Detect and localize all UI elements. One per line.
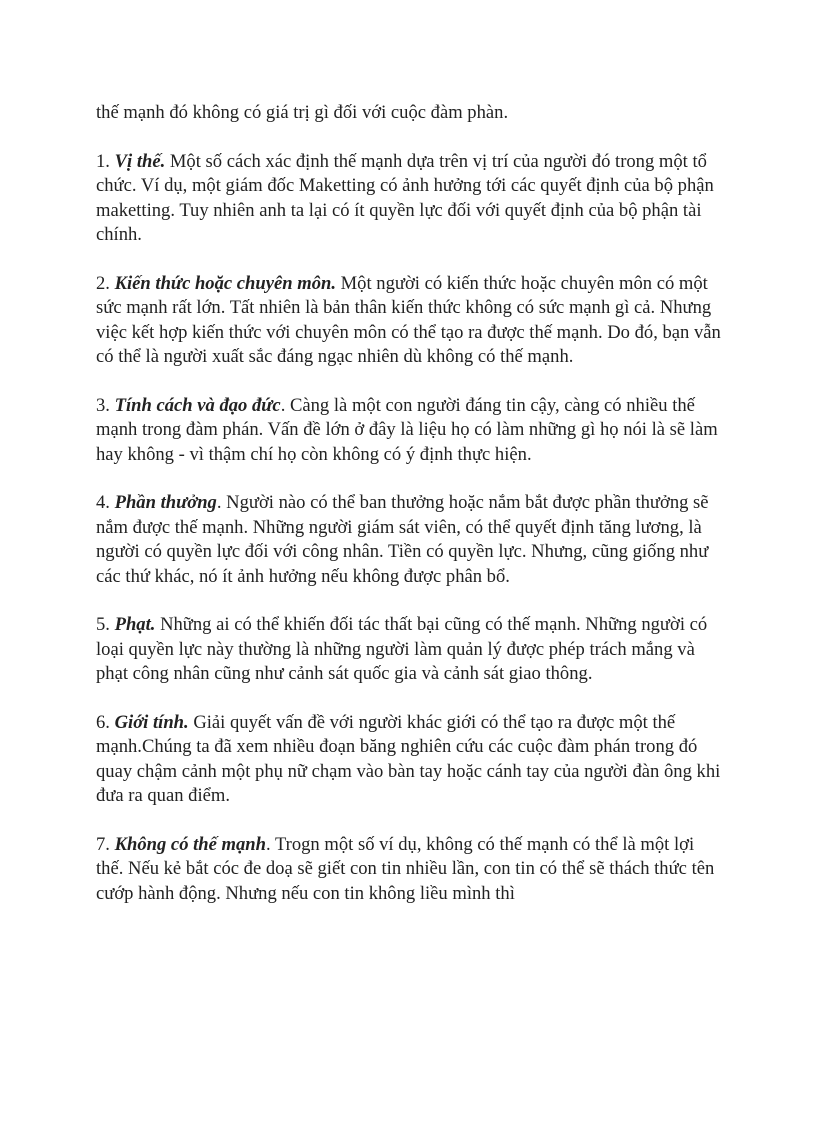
section-position: [96, 150, 726, 248]
section-heading: Phạt.: [114, 614, 156, 636]
section-body: Những ai có thể khiến đối tác thất bại cũng có thế mạnh. Những người có loại quyền lực này thường là những người làm quản lý được phép trách mắng và phạt công nhân cũng như cảnh sát quốc gia và cảnh sát giao thông.: [96, 614, 708, 685]
intro-text: thế mạnh đó không có giá trị gì đối với cuộc đàm phàn.: [96, 102, 509, 123]
section-heading: Kiến thức hoặc chuyên môn.: [114, 272, 336, 294]
section-body: . Trogn một số ví dụ, không có thế mạnh có thể là một lợi thế. Nếu kẻ bắt cóc đe doạ sẽ giết con tin nhiều lần, con tin có thể sẽ thách thức tên cướp hành động. Nhưng nếu con tin không liều mình thì: [96, 834, 715, 904]
section-number: 1.: [96, 150, 110, 172]
section-number: 4.: [96, 492, 110, 514]
section-body: . Người nào có thể ban thưởng hoặc nắm bắt được phần thưởng sẽ nắm được thế mạnh. Những người giám sát viên, có thể quyết định tăng lương, là người có quyền lực đối với công nhân. Tiền có quyền lực. Nhưng, cũng giống như các thứ khác, nó ít ảnh hưởng nếu không được phân bổ.: [96, 492, 709, 587]
section-gender: [96, 711, 726, 809]
section-number: 7.: [96, 834, 110, 856]
section-number: 3.: [96, 394, 110, 416]
intro-paragraph: [96, 101, 726, 125]
section-heading: Giới tính.: [114, 712, 189, 734]
section-reward: [96, 491, 726, 589]
section-number: 6.: [96, 712, 110, 734]
section-character: [96, 394, 726, 467]
section-number: 5.: [96, 614, 110, 636]
section-body: Một người có kiến thức hoặc chuyên môn có một sức mạnh rất lớn. Tất nhiên là bản thân kiến thức không có sức mạnh gì cả. Nhưng việc kết hợp kiến thức với chuyên môn có thể tạo ra được thế mạnh. Do đó, bạn vẫn có thể là người xuất sắc đáng ngạc nhiên dù không có thế mạnh.: [96, 272, 721, 368]
section-no-power: [96, 833, 726, 906]
section-body: Giải quyết vấn đề với người khác giới có thể tạo ra được một thế mạnh.Chúng ta đã xem nhiều đoạn băng nghiên cứu các cuộc đàm phán trong đó quay chậm cảnh một phụ nữ chạm vào bàn tay hoặc cánh tay của người đàn ông khi đưa ra quan điểm.: [96, 712, 721, 807]
section-body: . Càng là một con người đáng tin cậy, càng có nhiều thế mạnh trong đàm phán. Vấn đề lớn ở đây là liệu họ có làm những gì họ nói là sẽ làm hay không - vì thậm chí họ còn không có ý định thực hiện.: [96, 394, 718, 465]
section-heading: Vị thế.: [114, 150, 166, 172]
section-heading: Tính cách và đạo đức: [114, 394, 281, 416]
section-knowledge: [96, 272, 726, 370]
document-page: [96, 101, 726, 931]
section-heading: Phần thưởng: [114, 492, 217, 514]
section-body: Một số cách xác định thế mạnh dựa trên vị trí của người đó trong một tổ chức. Ví dụ, một giám đốc Maketting có ảnh hưởng tới các quyết định của bộ phận maketting. Tuy nhiên anh ta lại có ít quyền lực đối với quyết định của bộ phận tài chính.: [96, 150, 714, 246]
section-heading: Không có thế mạnh: [114, 834, 266, 856]
section-punishment: [96, 613, 726, 686]
section-number: 2.: [96, 272, 110, 294]
